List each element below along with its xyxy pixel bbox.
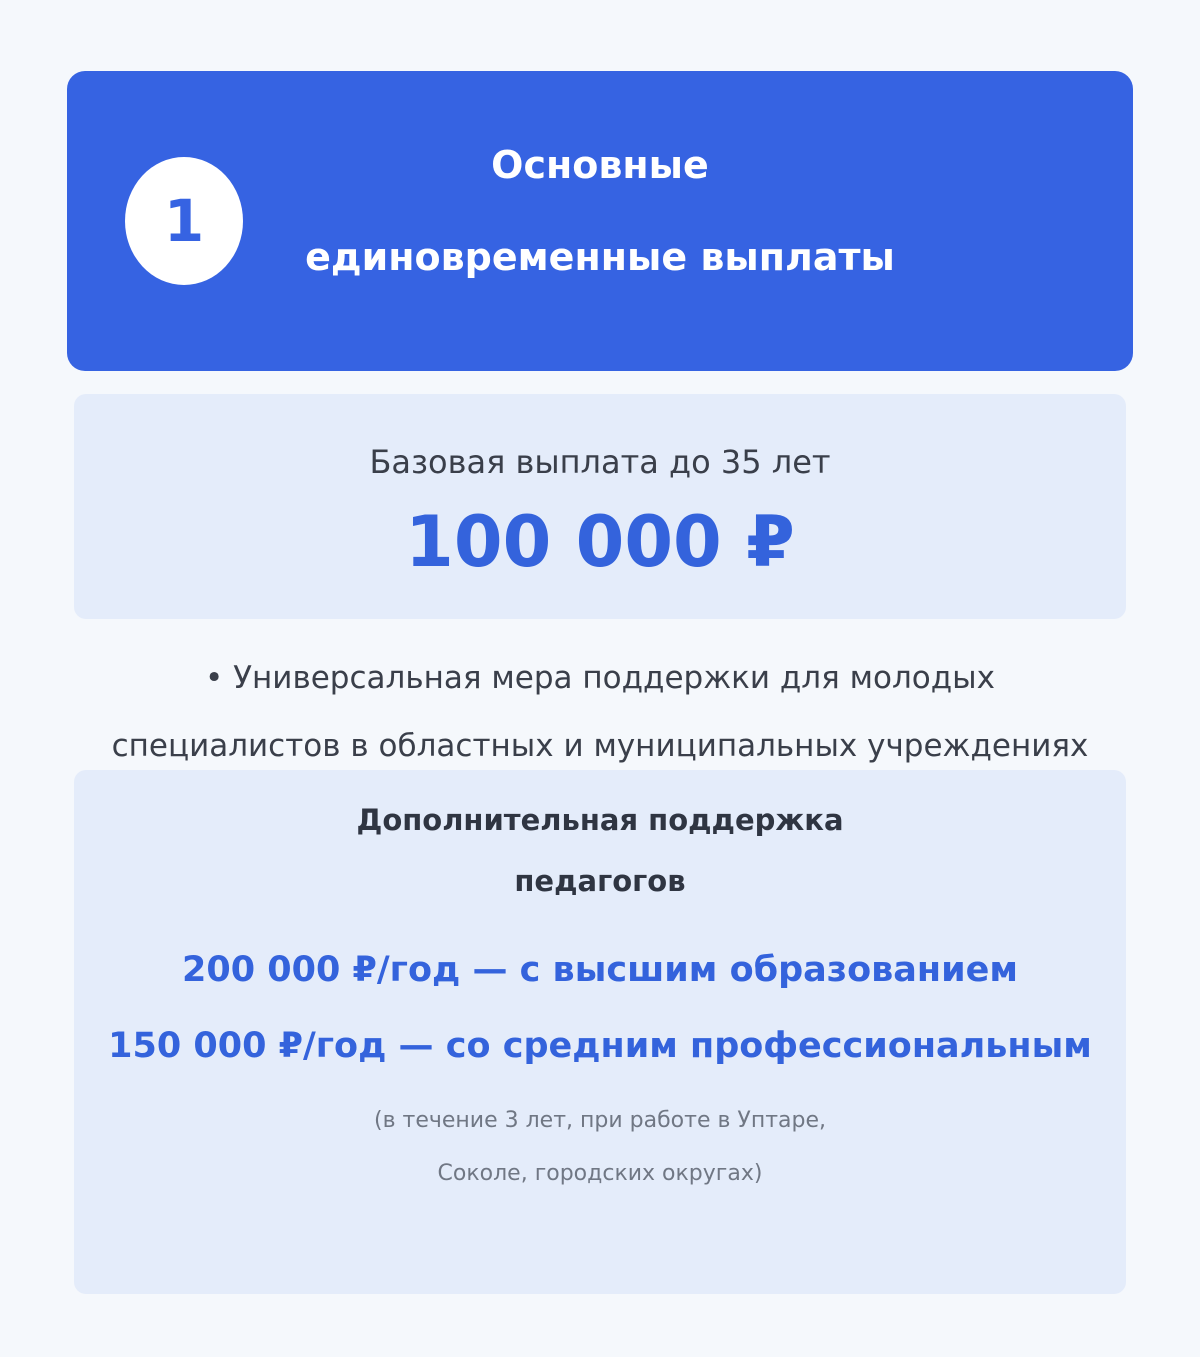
- support-description: [0, 644, 1200, 780]
- base-payment-amount: 100 000 ₽: [405, 501, 795, 583]
- section-title-line-1: Основные: [491, 143, 709, 187]
- conditions-note: [0, 1094, 1200, 1200]
- conditions-note-line-2: Соколе, городских округах): [437, 1161, 763, 1186]
- teacher-support-title: [0, 790, 1200, 912]
- section-number: 1: [163, 187, 205, 255]
- conditions-note-line-1: (в течение 3 лет, при работе в Уптаре,: [373, 1108, 827, 1133]
- section-title-line-2: единовременные выплаты: [305, 235, 895, 279]
- higher-education-payment: 200 000 ₽/год — с высшим образованием: [182, 950, 1018, 990]
- support-description-line-2: специалистов в областных и муниципальных учреждениях: [111, 728, 1089, 764]
- section-number-badge: [125, 157, 243, 285]
- teacher-support-title-line-2: педагогов: [514, 864, 686, 898]
- section-title: [267, 119, 933, 303]
- teacher-support-title-line-1: Дополнительная поддержка: [356, 803, 844, 837]
- section-header: [67, 71, 1133, 371]
- base-payment-label: Базовая выплата до 35 лет: [369, 443, 831, 481]
- vocational-education-payment: 150 000 ₽/год — со средним профессиональным: [108, 1026, 1092, 1066]
- support-description-line-1: • Универсальная мера поддержки для молодых: [205, 660, 995, 696]
